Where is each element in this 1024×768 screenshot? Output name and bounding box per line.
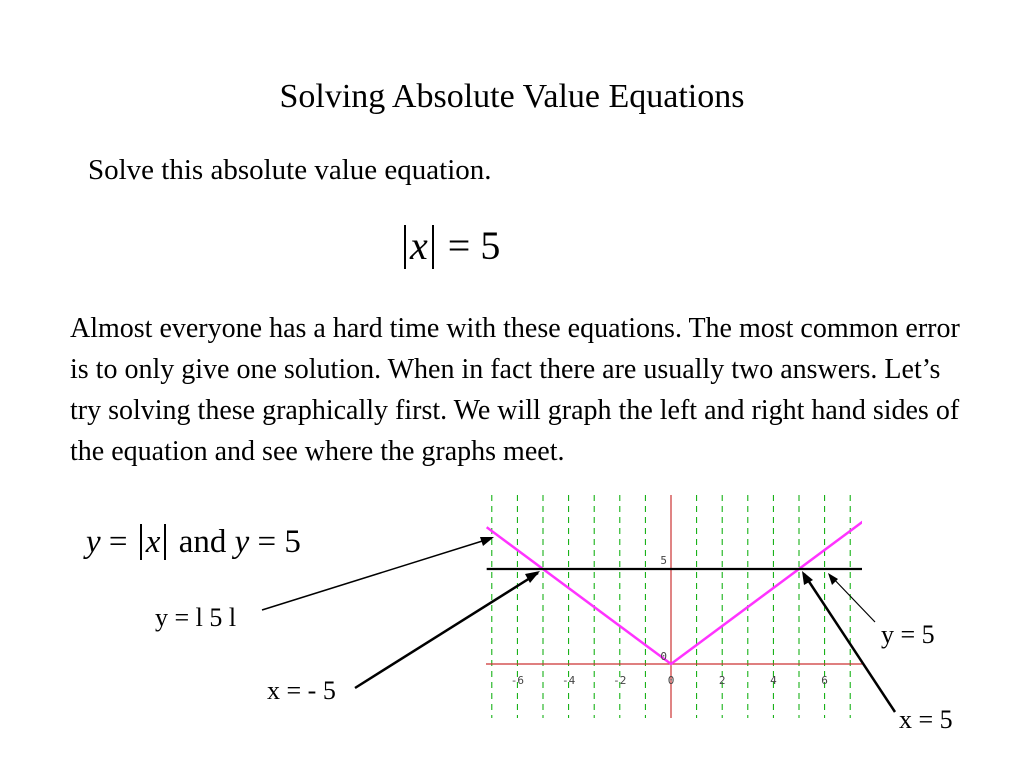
- y-tick-label-0: 0: [660, 650, 667, 663]
- graph-eq1-var: x: [145, 524, 161, 560]
- graph-eq1-lhs: y: [86, 524, 101, 560]
- x-tick-label-6: 6: [821, 674, 828, 687]
- x-tick-label-3: 0: [667, 674, 675, 687]
- annotation-arrows: [262, 537, 895, 712]
- page-title: Solving Absolute Value Equations: [279, 78, 745, 115]
- graph-equations: y = x and y = 5: [86, 524, 301, 560]
- label-x-negative: x = - 5: [267, 676, 336, 705]
- explanation-paragraph: Almost everyone has a hard time with these equations. The most common error is to only give one solution. When in fact there are usually two answers. Let’s try solving these graphically first. We will graph the left and right hand sides of the equation and see where the graphs meet.: [70, 313, 960, 467]
- y-tick-label-1: 5: [660, 554, 667, 567]
- arrow-to-abs-line: [262, 538, 492, 610]
- graph-chart: [486, 495, 863, 718]
- intro-text: Solve this absolute value equation.: [88, 154, 492, 186]
- x-tick-label-2: -2: [613, 674, 627, 687]
- arrow-to-x-neg: [355, 573, 538, 688]
- label-y-line: y = 5: [881, 620, 935, 649]
- x-tick-label-1: -4: [561, 674, 576, 687]
- graph-eq-conjunction: and: [178, 524, 227, 560]
- equation-rhs: = 5: [447, 223, 501, 268]
- equation-variable: x: [410, 223, 428, 268]
- label-abs-graph: y = l 5 l: [155, 603, 237, 632]
- arrow-to-y-line: [830, 575, 875, 622]
- x-tick-label-4: 2: [718, 674, 726, 687]
- arrowhead-y-line: [828, 573, 838, 585]
- x-tick-label-5: 4: [770, 674, 777, 687]
- x-tick-label-0: -6: [510, 674, 525, 687]
- graph-eq2-lhs: y: [234, 524, 250, 560]
- graph-eq2-rhs: = 5: [257, 524, 301, 560]
- label-x-positive: x = 5: [899, 705, 953, 734]
